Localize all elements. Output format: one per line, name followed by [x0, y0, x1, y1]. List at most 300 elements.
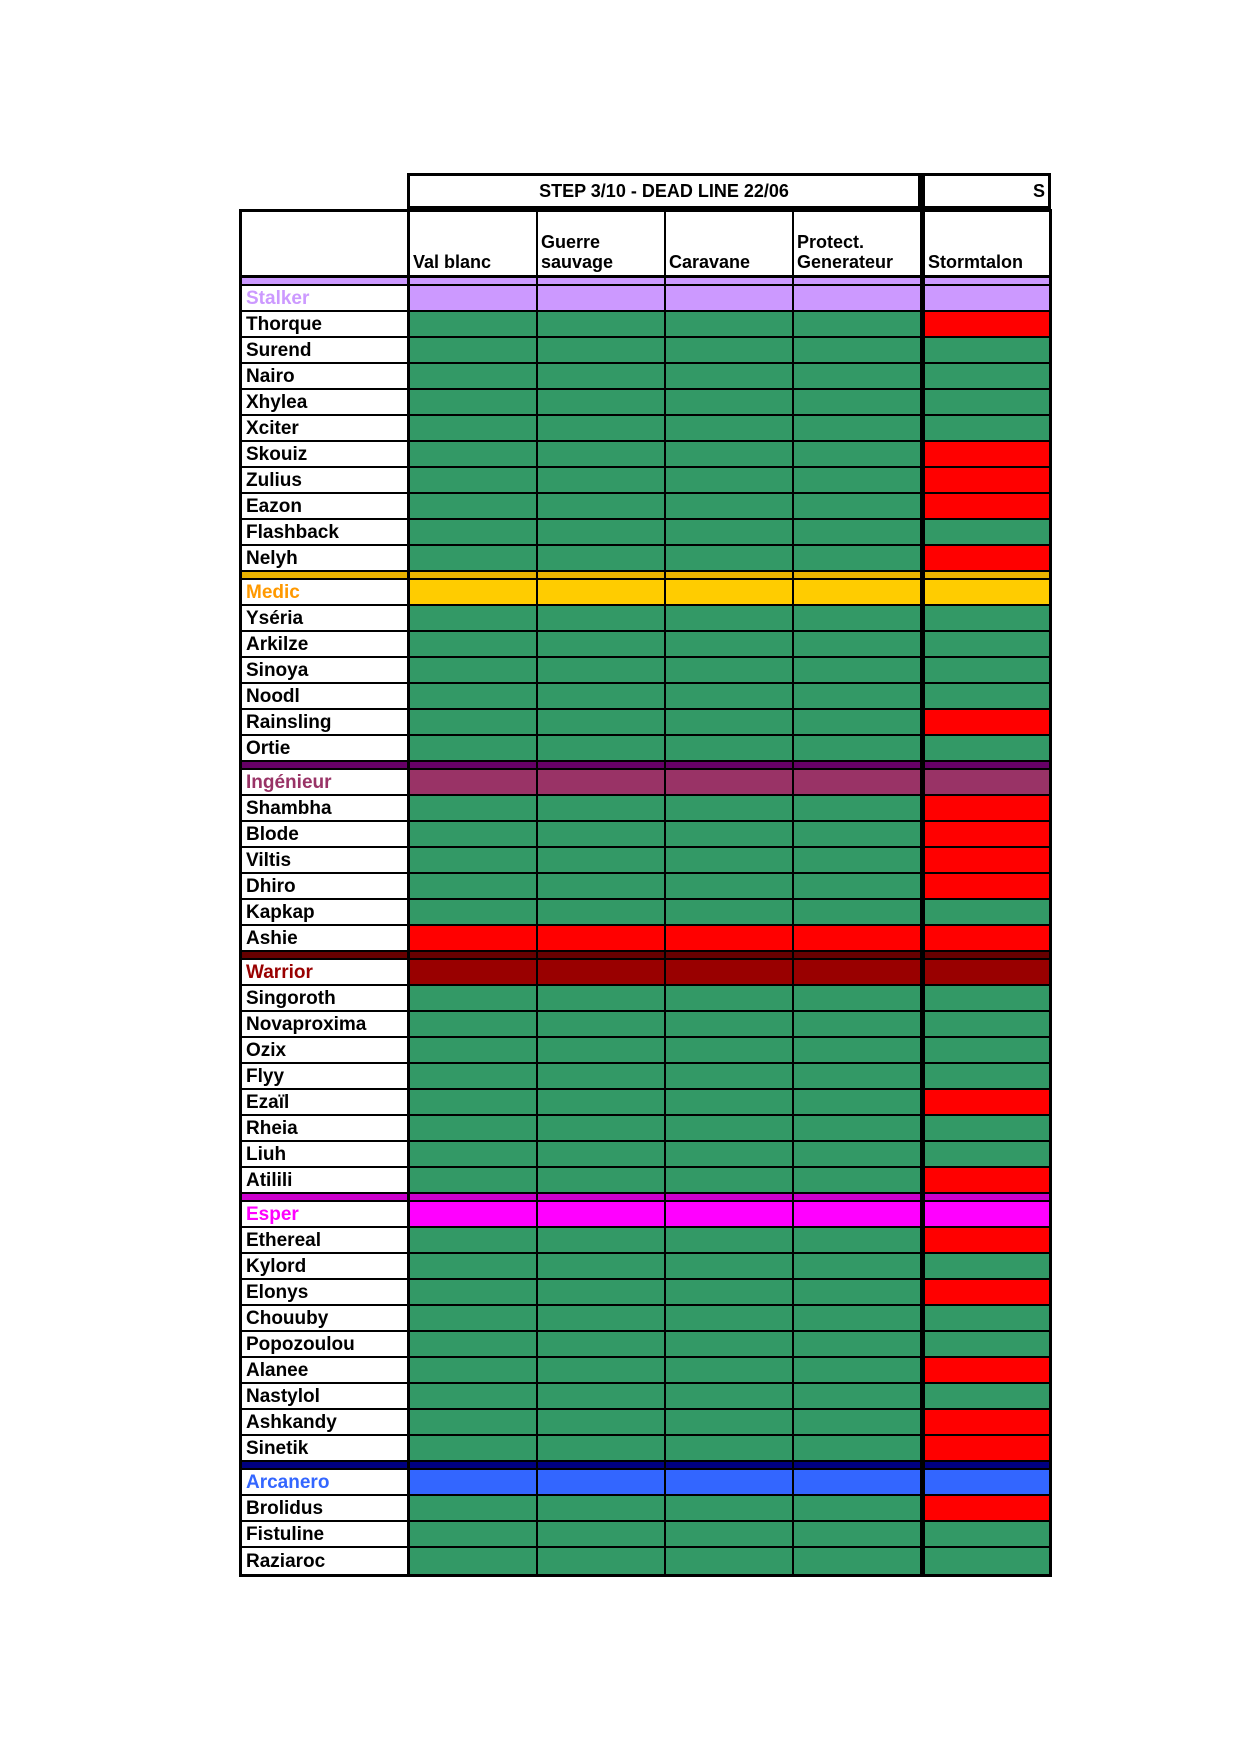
status-cell-ok[interactable] — [410, 1228, 538, 1254]
group-name-cell[interactable]: Stalker — [242, 286, 410, 312]
player-name-cell[interactable]: Ozix — [242, 1038, 410, 1064]
status-cell-ok[interactable] — [794, 468, 922, 494]
status-cell-ok[interactable] — [794, 1332, 922, 1358]
status-cell-ok[interactable] — [794, 900, 922, 926]
strip-cell[interactable] — [242, 278, 410, 286]
status-cell-ok[interactable] — [922, 1116, 1049, 1142]
status-cell-ok[interactable] — [538, 632, 666, 658]
player-name-cell[interactable]: Rheia — [242, 1116, 410, 1142]
status-cell-ok[interactable] — [794, 1384, 922, 1410]
status-cell-ok[interactable] — [538, 1038, 666, 1064]
status-cell-ok[interactable] — [538, 390, 666, 416]
status-cell-ok[interactable] — [794, 796, 922, 822]
status-cell-ko[interactable] — [922, 1228, 1049, 1254]
strip-cell[interactable] — [242, 1194, 410, 1202]
status-cell-ok[interactable] — [410, 1090, 538, 1116]
column-header[interactable]: Val blanc — [410, 212, 538, 278]
status-cell-ok[interactable] — [794, 1038, 922, 1064]
status-cell-ok[interactable] — [666, 1548, 794, 1574]
group-fill-cell[interactable] — [922, 770, 1049, 796]
status-cell-ko[interactable] — [922, 546, 1049, 572]
strip-cell[interactable] — [794, 762, 922, 770]
strip-cell[interactable] — [922, 1462, 1049, 1470]
group-fill-cell[interactable] — [666, 1202, 794, 1228]
player-name-cell[interactable]: Surend — [242, 338, 410, 364]
status-cell-ko[interactable] — [922, 1496, 1049, 1522]
player-name-cell[interactable]: Fistuline — [242, 1522, 410, 1548]
strip-cell[interactable] — [922, 1194, 1049, 1202]
status-cell-ok[interactable] — [794, 312, 922, 338]
status-cell-ok[interactable] — [410, 468, 538, 494]
group-fill-cell[interactable] — [538, 770, 666, 796]
strip-cell[interactable] — [922, 278, 1049, 286]
status-cell-ok[interactable] — [666, 874, 794, 900]
status-cell-ok[interactable] — [794, 1306, 922, 1332]
status-cell-ok[interactable] — [666, 1358, 794, 1384]
player-name-cell[interactable]: Flyy — [242, 1064, 410, 1090]
status-cell-ok[interactable] — [666, 1496, 794, 1522]
status-cell-ok[interactable] — [666, 390, 794, 416]
status-cell-ok[interactable] — [794, 822, 922, 848]
group-name-cell[interactable]: Arcanero — [242, 1470, 410, 1496]
strip-cell[interactable] — [242, 762, 410, 770]
status-cell-ok[interactable] — [666, 442, 794, 468]
status-cell-ok[interactable] — [666, 312, 794, 338]
status-cell-ok[interactable] — [666, 632, 794, 658]
status-cell-ko[interactable] — [922, 848, 1049, 874]
status-cell-ok[interactable] — [666, 1436, 794, 1462]
group-fill-cell[interactable] — [538, 580, 666, 606]
status-cell-ok[interactable] — [794, 546, 922, 572]
status-cell-ok[interactable] — [794, 338, 922, 364]
status-cell-ok[interactable] — [922, 364, 1049, 390]
status-cell-ok[interactable] — [410, 494, 538, 520]
player-name-cell[interactable]: Atilili — [242, 1168, 410, 1194]
column-header[interactable]: Protect. Generateur — [794, 212, 922, 278]
status-cell-ok[interactable] — [666, 1142, 794, 1168]
status-cell-ok[interactable] — [410, 1384, 538, 1410]
player-name-cell[interactable]: Ashie — [242, 926, 410, 952]
status-cell-ok[interactable] — [538, 1090, 666, 1116]
status-cell-ok[interactable] — [410, 796, 538, 822]
status-cell-ko[interactable] — [922, 442, 1049, 468]
status-cell-ok[interactable] — [666, 796, 794, 822]
group-fill-cell[interactable] — [794, 960, 922, 986]
group-name-cell[interactable]: Ingénieur — [242, 770, 410, 796]
status-cell-ok[interactable] — [538, 736, 666, 762]
status-cell-ok[interactable] — [538, 1410, 666, 1436]
step-banner[interactable]: STEP 3/10 - DEAD LINE 22/06 — [407, 173, 921, 209]
player-name-cell[interactable]: Kapkap — [242, 900, 410, 926]
strip-cell[interactable] — [242, 572, 410, 580]
strip-cell[interactable] — [922, 952, 1049, 960]
status-cell-ok[interactable] — [410, 1116, 538, 1142]
status-cell-ok[interactable] — [538, 796, 666, 822]
group-fill-cell[interactable] — [666, 580, 794, 606]
status-cell-ok[interactable] — [538, 1012, 666, 1038]
status-cell-ok[interactable] — [666, 986, 794, 1012]
status-cell-ko[interactable] — [922, 710, 1049, 736]
status-cell-ok[interactable] — [410, 1436, 538, 1462]
status-cell-ok[interactable] — [666, 736, 794, 762]
player-name-cell[interactable]: Ethereal — [242, 1228, 410, 1254]
status-cell-ok[interactable] — [666, 710, 794, 736]
strip-cell[interactable] — [666, 952, 794, 960]
status-cell-ok[interactable] — [538, 1142, 666, 1168]
status-cell-ok[interactable] — [410, 1064, 538, 1090]
status-cell-ok[interactable] — [922, 520, 1049, 546]
status-cell-ok[interactable] — [538, 1254, 666, 1280]
player-name-cell[interactable]: Rainsling — [242, 710, 410, 736]
status-cell-ok[interactable] — [666, 900, 794, 926]
status-cell-ok[interactable] — [538, 684, 666, 710]
status-cell-ok[interactable] — [666, 364, 794, 390]
group-fill-cell[interactable] — [922, 580, 1049, 606]
status-cell-ko[interactable] — [922, 796, 1049, 822]
status-cell-ok[interactable] — [922, 986, 1049, 1012]
status-cell-ok[interactable] — [666, 684, 794, 710]
group-fill-cell[interactable] — [666, 960, 794, 986]
status-cell-ok[interactable] — [666, 1280, 794, 1306]
status-cell-ok[interactable] — [410, 710, 538, 736]
status-cell-ok[interactable] — [410, 1496, 538, 1522]
group-fill-cell[interactable] — [666, 770, 794, 796]
strip-cell[interactable] — [410, 572, 538, 580]
group-fill-cell[interactable] — [666, 1470, 794, 1496]
status-cell-ok[interactable] — [794, 736, 922, 762]
status-cell-ok[interactable] — [410, 312, 538, 338]
player-name-cell[interactable]: Xciter — [242, 416, 410, 442]
status-cell-ok[interactable] — [666, 546, 794, 572]
status-cell-ok[interactable] — [794, 1064, 922, 1090]
status-cell-ko[interactable] — [922, 1090, 1049, 1116]
status-cell-ok[interactable] — [794, 874, 922, 900]
strip-cell[interactable] — [410, 762, 538, 770]
status-cell-ok[interactable] — [666, 494, 794, 520]
strip-cell[interactable] — [922, 762, 1049, 770]
player-name-cell[interactable]: Yséria — [242, 606, 410, 632]
status-cell-ok[interactable] — [794, 1228, 922, 1254]
status-cell-ok[interactable] — [794, 1410, 922, 1436]
status-cell-ok[interactable] — [410, 390, 538, 416]
status-cell-ok[interactable] — [922, 390, 1049, 416]
status-cell-ok[interactable] — [410, 1012, 538, 1038]
player-name-cell[interactable]: Liuh — [242, 1142, 410, 1168]
status-cell-ok[interactable] — [538, 822, 666, 848]
status-cell-ok[interactable] — [410, 848, 538, 874]
status-cell-ok[interactable] — [666, 1410, 794, 1436]
group-fill-cell[interactable] — [794, 770, 922, 796]
player-name-cell[interactable]: Viltis — [242, 848, 410, 874]
status-cell-ok[interactable] — [666, 1384, 794, 1410]
strip-cell[interactable] — [794, 952, 922, 960]
player-name-cell[interactable]: Dhiro — [242, 874, 410, 900]
status-cell-ko[interactable] — [922, 1410, 1049, 1436]
status-cell-ok[interactable] — [666, 1254, 794, 1280]
status-cell-ok[interactable] — [666, 520, 794, 546]
status-cell-ok[interactable] — [666, 1116, 794, 1142]
player-name-cell[interactable]: Elonys — [242, 1280, 410, 1306]
status-cell-ok[interactable] — [666, 1332, 794, 1358]
player-name-cell[interactable]: Shambha — [242, 796, 410, 822]
status-cell-ok[interactable] — [538, 1306, 666, 1332]
status-cell-ok[interactable] — [922, 338, 1049, 364]
group-name-cell[interactable]: Medic — [242, 580, 410, 606]
status-cell-ok[interactable] — [410, 606, 538, 632]
status-cell-ok[interactable] — [794, 1090, 922, 1116]
status-cell-ko[interactable] — [922, 1436, 1049, 1462]
player-name-cell[interactable]: Novaproxima — [242, 1012, 410, 1038]
status-cell-ok[interactable] — [794, 1168, 922, 1194]
strip-cell[interactable] — [794, 1462, 922, 1470]
group-fill-cell[interactable] — [538, 286, 666, 312]
status-cell-ok[interactable] — [538, 1332, 666, 1358]
player-name-cell[interactable]: Arkilze — [242, 632, 410, 658]
status-cell-ok[interactable] — [410, 546, 538, 572]
status-cell-ok[interactable] — [666, 658, 794, 684]
status-cell-ok[interactable] — [666, 1228, 794, 1254]
group-fill-cell[interactable] — [410, 580, 538, 606]
status-cell-ok[interactable] — [538, 606, 666, 632]
status-cell-ok[interactable] — [922, 736, 1049, 762]
status-cell-ok[interactable] — [794, 986, 922, 1012]
group-fill-cell[interactable] — [410, 286, 538, 312]
group-fill-cell[interactable] — [666, 286, 794, 312]
status-cell-ok[interactable] — [794, 1436, 922, 1462]
status-cell-ok[interactable] — [410, 1280, 538, 1306]
column-header[interactable]: Guerre sauvage — [538, 212, 666, 278]
name-column-header[interactable] — [242, 212, 410, 278]
status-cell-ok[interactable] — [410, 632, 538, 658]
strip-cell[interactable] — [794, 1194, 922, 1202]
status-cell-ok[interactable] — [538, 1116, 666, 1142]
status-cell-ok[interactable] — [538, 1228, 666, 1254]
group-fill-cell[interactable] — [922, 1470, 1049, 1496]
group-fill-cell[interactable] — [794, 580, 922, 606]
status-cell-ok[interactable] — [666, 606, 794, 632]
status-cell-ok[interactable] — [922, 1064, 1049, 1090]
status-cell-ok[interactable] — [410, 1306, 538, 1332]
status-cell-ok[interactable] — [794, 1142, 922, 1168]
group-fill-cell[interactable] — [410, 1470, 538, 1496]
status-cell-ko[interactable] — [410, 926, 538, 952]
group-fill-cell[interactable] — [794, 286, 922, 312]
strip-cell[interactable] — [538, 1194, 666, 1202]
status-cell-ok[interactable] — [922, 658, 1049, 684]
status-cell-ok[interactable] — [922, 1254, 1049, 1280]
player-name-cell[interactable]: Kylord — [242, 1254, 410, 1280]
status-cell-ok[interactable] — [666, 338, 794, 364]
status-cell-ok[interactable] — [538, 1168, 666, 1194]
status-cell-ok[interactable] — [922, 1332, 1049, 1358]
status-cell-ok[interactable] — [794, 1012, 922, 1038]
status-cell-ok[interactable] — [410, 520, 538, 546]
status-cell-ok[interactable] — [794, 848, 922, 874]
status-cell-ok[interactable] — [794, 1496, 922, 1522]
group-fill-cell[interactable] — [538, 960, 666, 986]
status-cell-ok[interactable] — [922, 606, 1049, 632]
status-cell-ok[interactable] — [410, 1038, 538, 1064]
strip-cell[interactable] — [922, 572, 1049, 580]
group-name-cell[interactable]: Esper — [242, 1202, 410, 1228]
status-cell-ok[interactable] — [666, 1306, 794, 1332]
group-fill-cell[interactable] — [922, 960, 1049, 986]
status-cell-ok[interactable] — [538, 874, 666, 900]
status-cell-ok[interactable] — [922, 1384, 1049, 1410]
status-cell-ok[interactable] — [666, 822, 794, 848]
status-cell-ok[interactable] — [410, 1254, 538, 1280]
status-cell-ok[interactable] — [410, 822, 538, 848]
status-cell-ok[interactable] — [538, 338, 666, 364]
status-cell-ok[interactable] — [922, 1548, 1049, 1574]
status-cell-ok[interactable] — [794, 1548, 922, 1574]
player-name-cell[interactable]: Nastylol — [242, 1384, 410, 1410]
strip-cell[interactable] — [794, 278, 922, 286]
status-cell-ko[interactable] — [922, 312, 1049, 338]
player-name-cell[interactable]: Blode — [242, 822, 410, 848]
player-name-cell[interactable]: Ortie — [242, 736, 410, 762]
status-cell-ok[interactable] — [538, 658, 666, 684]
status-cell-ok[interactable] — [410, 658, 538, 684]
status-cell-ko[interactable] — [922, 926, 1049, 952]
status-cell-ok[interactable] — [538, 442, 666, 468]
status-cell-ok[interactable] — [794, 1358, 922, 1384]
status-cell-ok[interactable] — [410, 442, 538, 468]
player-name-cell[interactable]: Sinoya — [242, 658, 410, 684]
player-name-cell[interactable]: Singoroth — [242, 986, 410, 1012]
status-cell-ok[interactable] — [666, 848, 794, 874]
player-name-cell[interactable]: Flashback — [242, 520, 410, 546]
player-name-cell[interactable]: Nelyh — [242, 546, 410, 572]
strip-cell[interactable] — [410, 1194, 538, 1202]
status-cell-ok[interactable] — [538, 848, 666, 874]
status-cell-ok[interactable] — [794, 494, 922, 520]
status-cell-ok[interactable] — [410, 416, 538, 442]
status-cell-ok[interactable] — [538, 1548, 666, 1574]
status-cell-ok[interactable] — [794, 416, 922, 442]
status-cell-ok[interactable] — [922, 1306, 1049, 1332]
player-name-cell[interactable]: Ashkandy — [242, 1410, 410, 1436]
player-name-cell[interactable]: Chouuby — [242, 1306, 410, 1332]
status-cell-ko[interactable] — [666, 926, 794, 952]
status-cell-ok[interactable] — [410, 1332, 538, 1358]
group-fill-cell[interactable] — [410, 770, 538, 796]
player-name-cell[interactable]: Eazon — [242, 494, 410, 520]
status-cell-ok[interactable] — [410, 1168, 538, 1194]
status-cell-ok[interactable] — [666, 416, 794, 442]
strip-cell[interactable] — [666, 1462, 794, 1470]
player-name-cell[interactable]: Sinetik — [242, 1436, 410, 1462]
status-cell-ok[interactable] — [538, 312, 666, 338]
strip-cell[interactable] — [538, 1462, 666, 1470]
player-name-cell[interactable]: Raziaroc — [242, 1548, 410, 1574]
status-cell-ok[interactable] — [794, 520, 922, 546]
strip-cell[interactable] — [410, 1462, 538, 1470]
strip-cell[interactable] — [410, 278, 538, 286]
status-cell-ok[interactable] — [922, 1142, 1049, 1168]
strip-cell[interactable] — [538, 278, 666, 286]
status-cell-ok[interactable] — [794, 442, 922, 468]
status-cell-ok[interactable] — [538, 1358, 666, 1384]
status-cell-ok[interactable] — [538, 1496, 666, 1522]
status-cell-ok[interactable] — [666, 1522, 794, 1548]
column-header[interactable]: Stormtalon — [922, 212, 1049, 278]
strip-cell[interactable] — [242, 1462, 410, 1470]
group-fill-cell[interactable] — [410, 1202, 538, 1228]
status-cell-ok[interactable] — [538, 1280, 666, 1306]
player-name-cell[interactable]: Popozoulou — [242, 1332, 410, 1358]
status-cell-ok[interactable] — [410, 986, 538, 1012]
status-cell-ok[interactable] — [410, 338, 538, 364]
next-step-banner-clipped[interactable]: S — [921, 173, 1051, 209]
status-cell-ok[interactable] — [410, 874, 538, 900]
status-cell-ok[interactable] — [922, 1012, 1049, 1038]
strip-cell[interactable] — [538, 952, 666, 960]
group-fill-cell[interactable] — [538, 1470, 666, 1496]
status-cell-ok[interactable] — [410, 736, 538, 762]
status-cell-ok[interactable] — [410, 1358, 538, 1384]
strip-cell[interactable] — [538, 762, 666, 770]
column-header[interactable]: Caravane — [666, 212, 794, 278]
strip-cell[interactable] — [794, 572, 922, 580]
status-cell-ko[interactable] — [922, 874, 1049, 900]
status-cell-ok[interactable] — [410, 1410, 538, 1436]
status-cell-ok[interactable] — [410, 900, 538, 926]
status-cell-ko[interactable] — [922, 1168, 1049, 1194]
status-cell-ok[interactable] — [666, 1168, 794, 1194]
status-cell-ok[interactable] — [794, 1522, 922, 1548]
status-cell-ok[interactable] — [410, 684, 538, 710]
status-cell-ok[interactable] — [794, 632, 922, 658]
group-name-cell[interactable]: Warrior — [242, 960, 410, 986]
status-cell-ok[interactable] — [794, 1116, 922, 1142]
status-cell-ko[interactable] — [922, 468, 1049, 494]
status-cell-ok[interactable] — [666, 468, 794, 494]
status-cell-ko[interactable] — [794, 926, 922, 952]
status-cell-ok[interactable] — [538, 546, 666, 572]
group-fill-cell[interactable] — [538, 1202, 666, 1228]
status-cell-ok[interactable] — [538, 710, 666, 736]
status-cell-ok[interactable] — [538, 1064, 666, 1090]
status-cell-ok[interactable] — [538, 900, 666, 926]
status-cell-ok[interactable] — [922, 684, 1049, 710]
group-fill-cell[interactable] — [794, 1470, 922, 1496]
status-cell-ok[interactable] — [794, 658, 922, 684]
status-cell-ok[interactable] — [666, 1012, 794, 1038]
strip-cell[interactable] — [666, 1194, 794, 1202]
status-cell-ko[interactable] — [922, 494, 1049, 520]
status-cell-ok[interactable] — [794, 364, 922, 390]
status-cell-ok[interactable] — [538, 1384, 666, 1410]
strip-cell[interactable] — [666, 278, 794, 286]
group-fill-cell[interactable] — [922, 286, 1049, 312]
status-cell-ko[interactable] — [922, 822, 1049, 848]
strip-cell[interactable] — [410, 952, 538, 960]
player-name-cell[interactable]: Nairo — [242, 364, 410, 390]
strip-cell[interactable] — [666, 572, 794, 580]
strip-cell[interactable] — [538, 572, 666, 580]
status-cell-ok[interactable] — [794, 1280, 922, 1306]
status-cell-ok[interactable] — [794, 684, 922, 710]
status-cell-ok[interactable] — [794, 1254, 922, 1280]
status-cell-ko[interactable] — [538, 926, 666, 952]
player-name-cell[interactable]: Ezaïl — [242, 1090, 410, 1116]
status-cell-ok[interactable] — [410, 1142, 538, 1168]
status-cell-ok[interactable] — [538, 1522, 666, 1548]
status-cell-ok[interactable] — [410, 1522, 538, 1548]
player-name-cell[interactable]: Thorque — [242, 312, 410, 338]
group-fill-cell[interactable] — [922, 1202, 1049, 1228]
